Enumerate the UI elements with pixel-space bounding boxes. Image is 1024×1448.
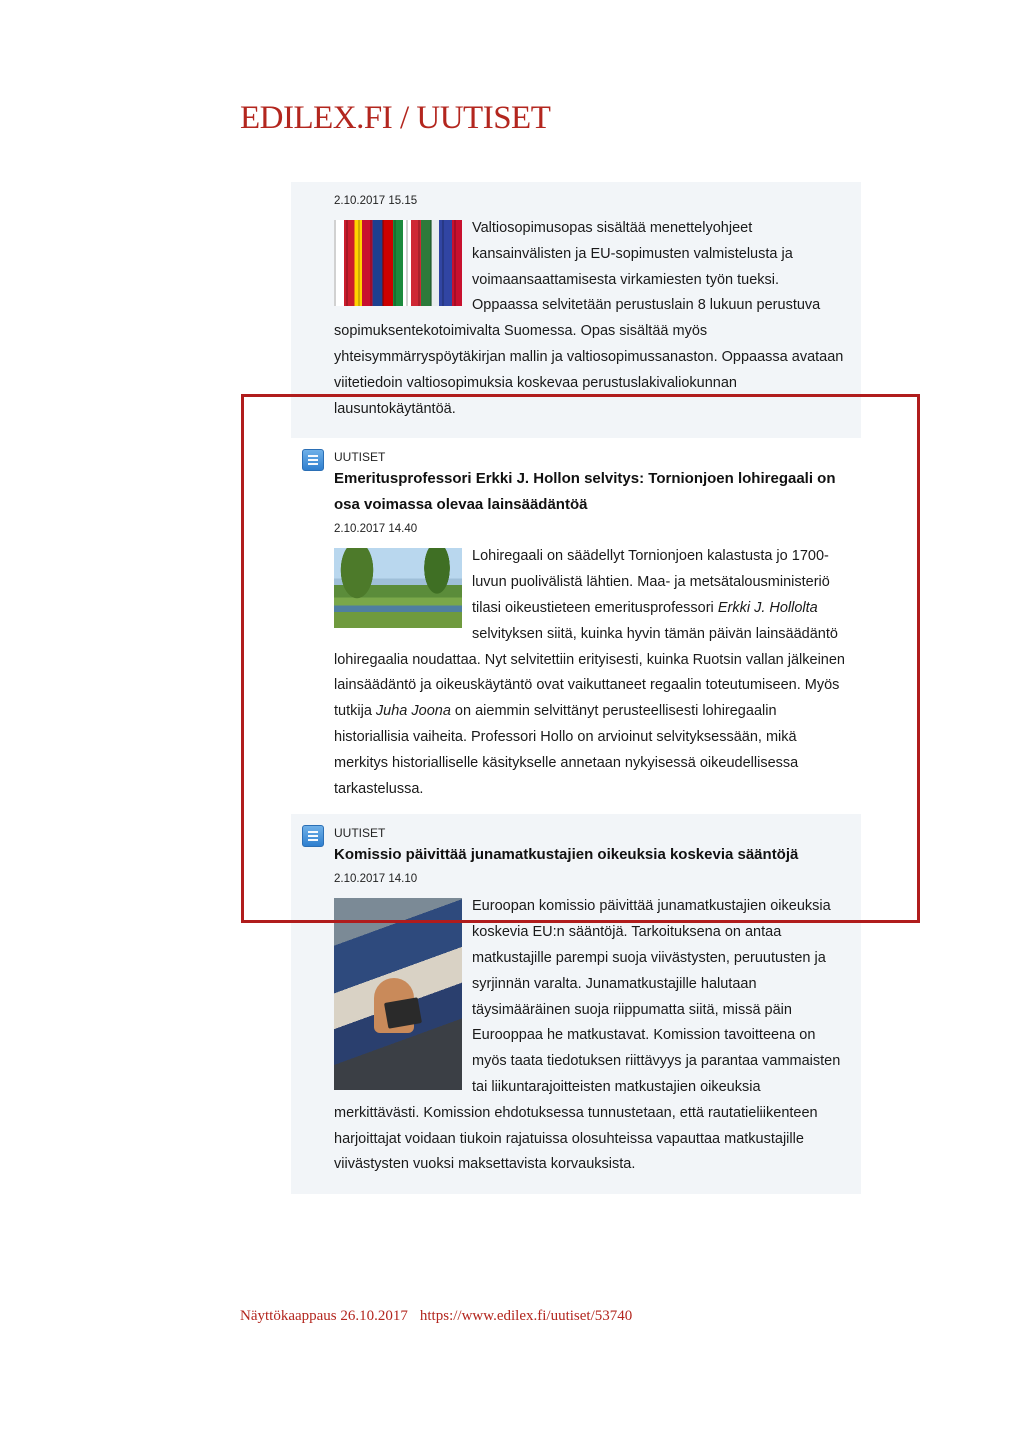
news-text: Euroopan komissio päivittää junamatkustajien oikeuksia koskevia EU:n sääntöjä. Tarkoituksena on antaa matkustajille parempi suoja viivästysten, peruutusten ja syrjinnän varalta. Junamatkustajille halutaan täysimääräinen suoja riippumatta siitä, missä päin Eurooppaa he matkustavat. Komission tavoitteena on myös taata tiedotuksen riittävyys ja parantaa vammaisten tai liikuntarajoitteisten matkustajien oikeuksia merkittävästi. Komission ehdotuksessa tunnustetaan, että rautatieliikenteen harjoittajat voidaan tiukoin rajatuissa olosuhteissa vapauttaa matkustajille viivästysten vuoksi maksettavista korvauksista. <box>334 898 841 1173</box>
news-item <box>291 182 861 438</box>
news-category-icon <box>302 825 324 847</box>
news-item <box>291 438 861 814</box>
news-body <box>334 216 847 422</box>
news-body <box>334 894 847 1178</box>
news-feed <box>291 182 861 1194</box>
news-category-icon <box>302 449 324 471</box>
flags-photo-icon[interactable] <box>334 220 462 306</box>
news-body <box>334 544 847 802</box>
news-date: 2.10.2017 14.40 <box>334 523 418 536</box>
news-text: Lohiregaali on säädellyt Tornionjoen kalastusta jo 1700-luvun puolivälistä lähtien. Maa- ja metsätalousministeriö tilasi oikeustieteen emeritusprofessori Erkki J. Hollolta selvityksen siitä, kuinka hyvin tämän päivän lainsäädäntö lohiregaalia noudattaa. Nyt selvitettiin erityisesti, kuinka Ruotsin vallan jälkeinen lainsäädäntö ja oikeuskäytäntö ovat vaikuttaneet regaalin toteutumiseen. Myös tutkija Juha Joona on aiemmin selvittänyt perusteellisesti lohiregaalin historiallisia vaiheita. Professori Hollo on arvioinut selvityksessään, mikä merkitys historialliselle käsitykselle annetaan nykyisessä oikeudellisessa tarkastelussa. <box>334 548 845 797</box>
news-text-emphasis: Erkki J. Hollolta <box>717 599 818 616</box>
page-title: EDILEX.FI / UUTISET <box>240 100 551 136</box>
footer <box>240 1308 632 1325</box>
news-category: UUTISET <box>334 450 386 465</box>
news-date: 2.10.2017 15.15 <box>334 195 418 207</box>
footer-url-link[interactable]: https://www.edilex.fi/uutiset/53740 <box>419 1308 633 1324</box>
footer-caption: Näyttökaappaus 26.10.2017 <box>240 1308 408 1324</box>
news-category: UUTISET <box>334 826 386 841</box>
news-headline-link[interactable]: Komissio päivittää junamatkustajien oikeuksia koskevia sääntöjä <box>334 846 799 864</box>
news-date: 2.10.2017 14.10 <box>334 873 418 886</box>
news-headline-link[interactable]: Emeritusprofessori Erkki J. Hollon selvitys: Tornionjoen lohiregaali on osa voimassa olevaa lainsäädäntöä <box>334 470 836 514</box>
train-passenger-photo-icon[interactable] <box>334 898 462 1090</box>
news-text: Valtiosopimusopas sisältää menettelyohjeet kansainvälisten ja EU-sopimusten valmistelusta ja voimaansaattamisesta virkamiesten työn tueksi. Oppaassa selvitetään perustuslain 8 lukuun perustuva sopimuksentekotoimivalta Suomessa. Opas sisältää myös yhteisymmärryspöytäkirjan mallin ja valtiosopimussanaston. Oppaassa avataan viitetiedoin valtiosopimuksia koskevaa perustuslakivaliokunnan lausuntokäytäntöä. <box>334 220 844 417</box>
river-landscape-photo-icon[interactable] <box>334 548 462 628</box>
news-item <box>291 814 861 1194</box>
news-text-emphasis: Juha Joona <box>375 703 451 720</box>
